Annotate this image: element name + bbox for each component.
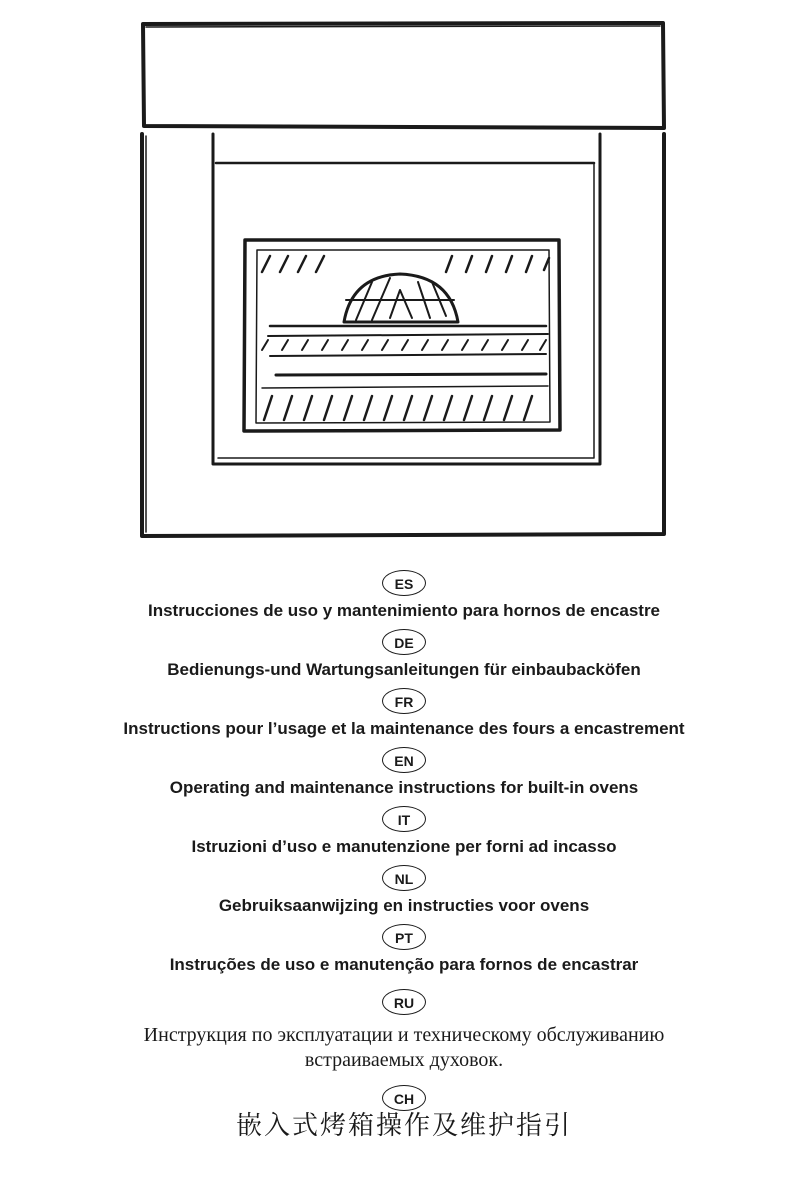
lang-badge-pt: PT [382, 924, 426, 950]
lang-badge-fr: FR [382, 688, 426, 714]
lang-badge-es: ES [382, 570, 426, 596]
dish-illustration [344, 274, 458, 322]
lang-section-pt [0, 924, 808, 983]
lang-badge-ch: CH [382, 1085, 426, 1111]
lang-title-es: Instrucciones de uso y mantenimiento para hornos de encastre [147, 601, 661, 620]
language-list [0, 570, 808, 1148]
lang-title-de: Bedienungs-und Wartungsanleitungen für einbaubacköfen [167, 660, 641, 679]
lang-section-ch [0, 1085, 808, 1148]
lang-badge-nl: NL [382, 865, 426, 891]
lang-title-fr: Instructions pour l’usage et la maintenance des fours a encastrement [123, 719, 685, 738]
lang-badge-de: DE [382, 629, 426, 655]
lang-section-es [0, 570, 808, 629]
lang-title-ru-line2: встраиваемых духовок. [304, 1049, 504, 1071]
lang-section-fr [0, 688, 808, 747]
oven-illustration [0, 0, 808, 560]
lang-section-en [0, 747, 808, 806]
lang-title-en: Operating and maintenance instructions for built-in ovens [169, 778, 639, 797]
lang-title-ru-line1: Инструкция по эксплуатации и техническому обслуживанию [143, 1024, 665, 1046]
lang-title-ch: 嵌入式烤箱操作及维护指引 [235, 1111, 572, 1141]
lang-badge-ru: RU [382, 989, 426, 1015]
lang-badge-it: IT [382, 806, 426, 832]
lang-title-nl: Gebruiksaanwijzing en instructies voor ovens [218, 896, 590, 915]
lang-section-nl [0, 865, 808, 924]
control-panel-outline [143, 23, 664, 128]
lang-section-ru [0, 989, 808, 1085]
lang-section-it [0, 806, 808, 865]
lang-badge-en: EN [382, 747, 426, 773]
lang-section-de [0, 629, 808, 688]
lang-title-it: Istruzioni d’uso e manutenzione per forni ad incasso [191, 837, 617, 856]
lang-title-pt: Instruções de uso e manutenção para fornos de encastrar [169, 955, 639, 974]
lang-title-ru [144, 1023, 665, 1073]
